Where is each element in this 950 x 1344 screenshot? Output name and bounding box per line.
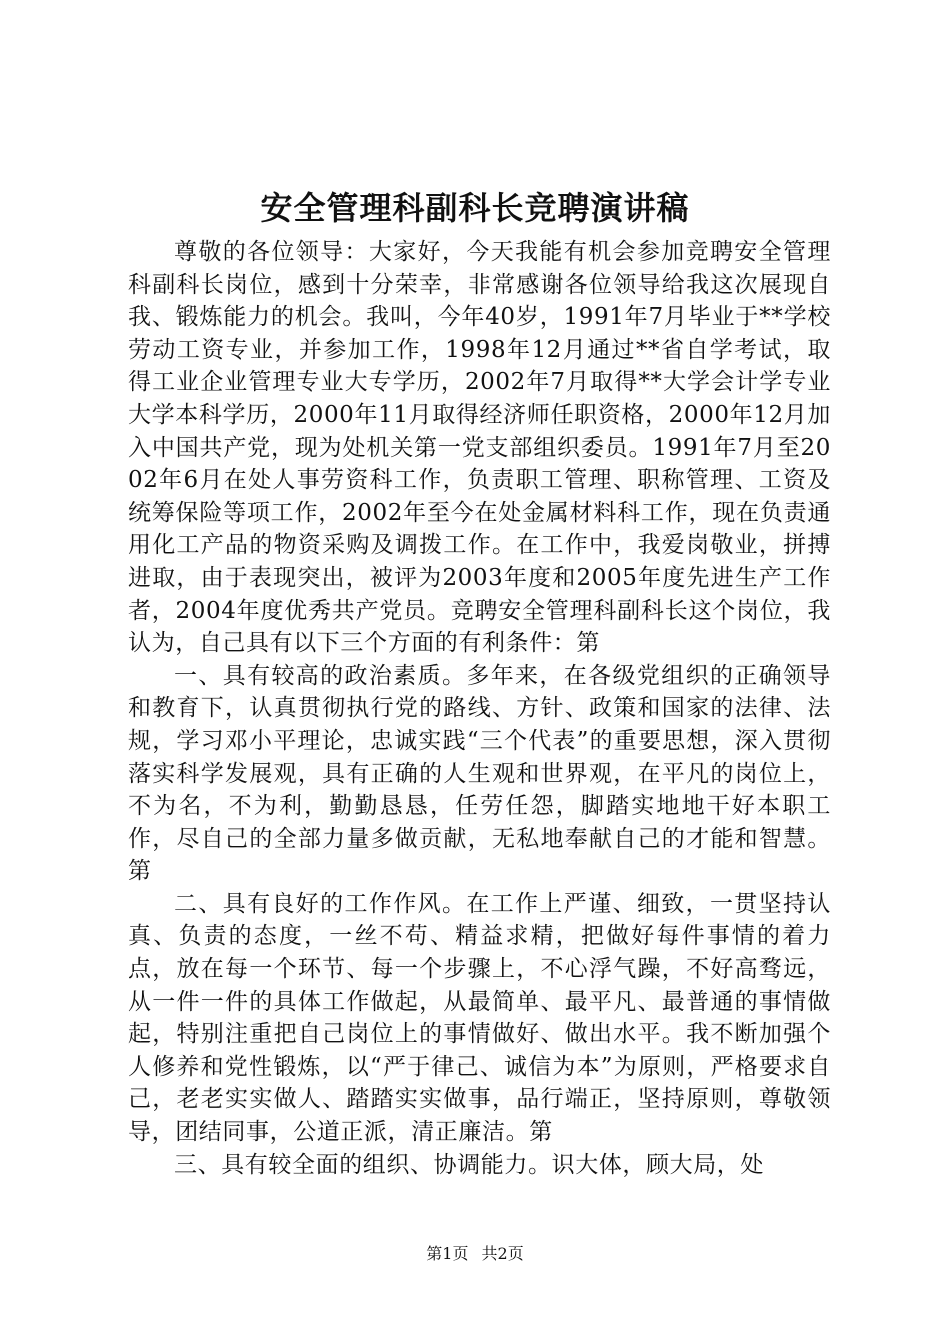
paragraph-political-quality: 一、具有较高的政治素质。多年来，在各级党组织的正确领导和教育下，认真贯彻执行党的路线、方针、政策和国家的法律、法规，学习邓小平理论，忠诚实践“三个代表”的重要思想，深入贯彻落实科学发展观，具有正确的人生观和世界观，在平凡的岗位上，不为名，不为利，勤勤恳恳，任劳任怨，脚踏实地地干好本职工作，尽自己的全部力量多做贡献，无私地奉献自己的才能和智慧。第 — [128, 662, 831, 885]
page-footer — [0, 1243, 950, 1265]
paragraph-work-style: 二、具有良好的工作作风。在工作上严谨、细致，一贯坚持认真、负责的态度，一丝不苟、精益求精，把做好每件事情的着力点，放在每一个环节、每一个步骤上，不心浮气躁，不好高骛远，从一件一件的具体工作做起，从最简单、最平凡、最普通的事情做起，特别注重把自己岗位上的事情做好、做出水平。我不断加强个人修养和党性锻炼，以“严于律己、诚信为本”为原则，严格要求自己，老老实实做人、踏踏实实做事，品行端正，坚持原则，尊敬领导，团结同事，公道正派，清正廉洁。第 — [128, 890, 831, 1146]
paragraph-intro: 尊敬的各位领导：大家好，今天我能有机会参加竞聘安全管理科副科长岗位，感到十分荣幸，非常感谢各位领导给我这次展现自我、锻炼能力的机会。我叫，今年40岁，1991年7月毕业于**学校劳动工资专业，并参加工作，1998年12月通过**省自学考试，取得工业企业管理专业大专学历，2002年7月取得**大学会计学专业大学本科学历，2000年11月取得经济师任职资格，2000年12月加入中国共产党，现为处机关第一党支部组织委员。1991年7月至2002年6月在处人事劳资科工作，负责职工管理、职称管理、工资及统筹保险等项工作，2002年至今在处金属材料科工作，现在负责通用化工产品的物资采购及调拨工作。在工作中，我爱岗敬业，拼搏进取，由于表现突出，被评为2003年度和2005年度先进生产工作者，2004年度优秀共产党员。竞聘安全管理科副科长这个岗位，我认为，自己具有以下三个方面的有利条件：第 — [128, 239, 831, 657]
page-number-current: 第1页 — [426, 1244, 469, 1263]
document-title: 安全管理科副科长竞聘演讲稿 — [260, 189, 690, 227]
paragraph-organization-ability: 三、具有较全面的组织、协调能力。识大体，顾大局，处 — [174, 1151, 764, 1178]
page-number-total: 共2页 — [481, 1244, 524, 1263]
document-body — [128, 236, 831, 1181]
